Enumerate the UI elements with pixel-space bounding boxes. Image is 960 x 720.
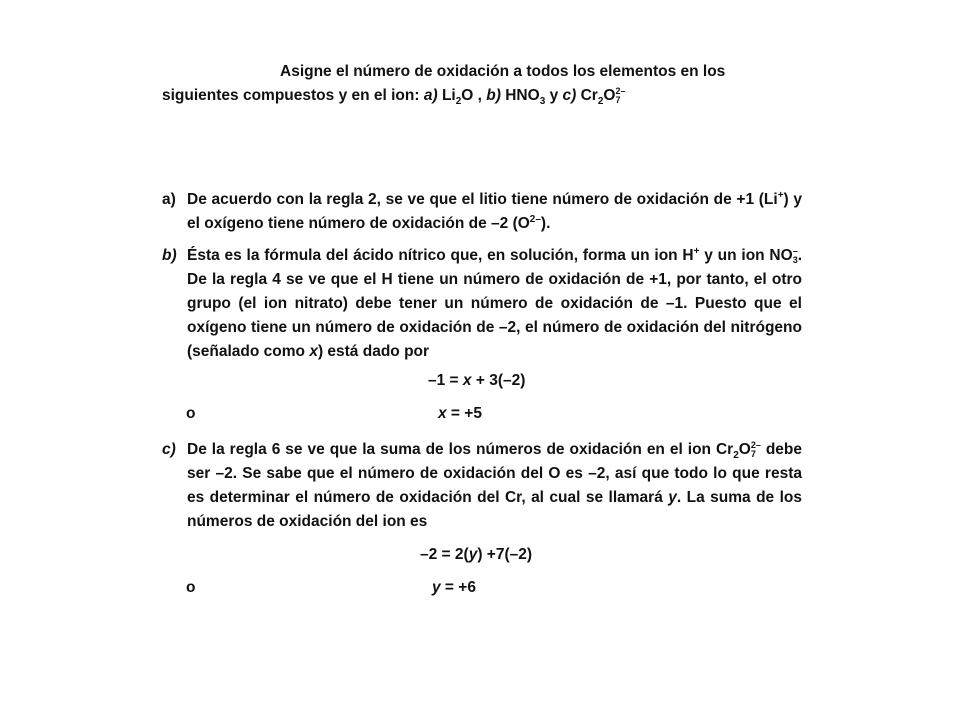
solution-b-text: Ésta es la fórmula del ácido nítrico que, en solución, forma un ion H+ y un ion NO – 3 . De la regla 4 se ve que el H tiene un número de oxidación de +1, por tanto, el otro grupo (el ion nitrato) debe tener un número de oxidación de –1. Puesto que el oxígeno tiene un número de oxidación de –2, el número de oxidación del nitrógeno (señalado como x) está dado por <box>187 245 803 360</box>
problem-text: Asigne el número de oxidación a todos los elementos en los siguientes compuestos y en el ion: <box>162 63 726 104</box>
marker-a: a) <box>162 191 176 208</box>
label-b: b) <box>486 87 501 104</box>
solution-c-text: De la regla 6 se ve que la suma de los números de oxidación en el ion $Cr_2O$ 2– 7 debe ser –2. Se sabe que el número de oxidación del O es –2, así que todo lo que resta es determinar el número de oxidación del Cr, al cual se llamará y. La suma de los números de oxidación del ion es <box>187 440 803 530</box>
compound-li2o: $Li_2O$ , <box>441 87 482 108</box>
compound-hno3: $HNO_3$ <box>505 87 546 108</box>
ion-cr2o7: $Cr_2O$ 2– 7 <box>580 86 626 108</box>
solution-b <box>162 244 802 364</box>
solution-a-text: De acuerdo con la regla 2, se ve que el litio tiene número de oxidación de +1 (Li+) y el oxígeno tiene número de oxidación de –2 $(O^{2-})$. <box>187 189 803 232</box>
solution-a <box>162 188 802 236</box>
marker-b: b) <box>162 247 177 264</box>
equation-b: –1 = x + 3(–2) <box>428 372 526 389</box>
equation-c: –2 = 2(y) +7(–2) <box>420 546 533 563</box>
conjunction: y <box>549 87 559 104</box>
problem-statement <box>162 60 802 108</box>
result-c: y = +6 <box>432 579 476 596</box>
marker-c: c) <box>162 441 176 458</box>
label-a: a) <box>423 87 438 104</box>
solution-c <box>162 438 802 534</box>
or-label-c: o <box>186 579 196 596</box>
label-c: c) <box>562 87 577 104</box>
or-label-b: o <box>186 405 196 422</box>
result-b: x = +5 <box>438 405 482 422</box>
